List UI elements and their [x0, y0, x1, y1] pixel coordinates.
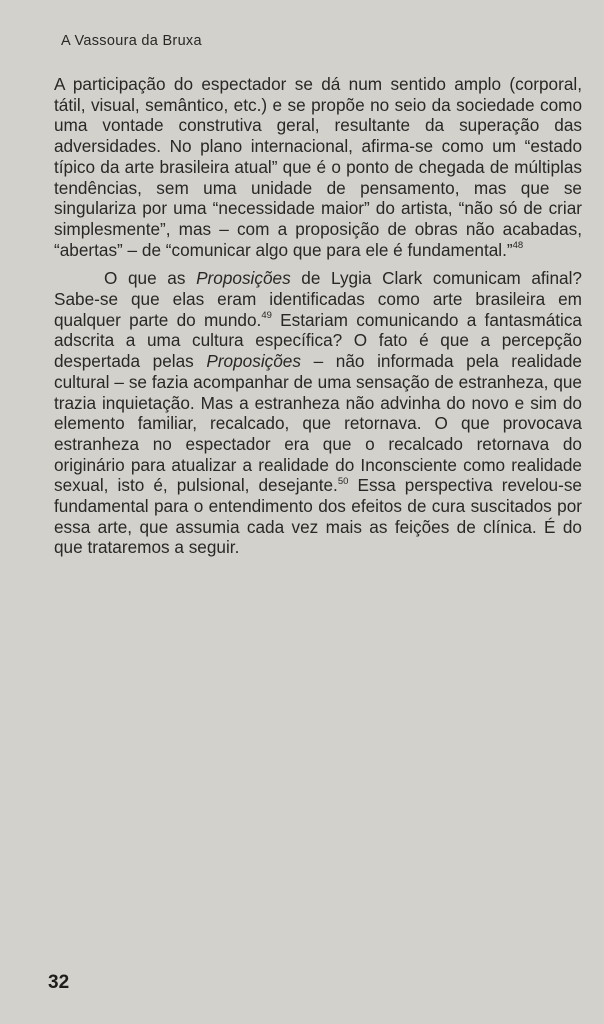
italic-proposicoes-1: Proposições — [196, 268, 291, 289]
footnote-ref-49: 49 — [261, 310, 272, 321]
paragraph-2-text-b: de Lygia Clark comunicam afinal? Sabe-se que elas eram identificadas como arte brasileira em qualquer parte do mundo. — [54, 268, 582, 330]
italic-proposicoes-2: Proposições — [206, 351, 301, 372]
paragraph-2-text-a: O que as — [104, 268, 197, 289]
page-number: 32 — [48, 972, 70, 993]
paragraph-2-text-c: Estariam comunicando a fantasmática adscrita a uma cultura específica? O fato é que a percepção despertada pelas — [54, 309, 582, 372]
footnote-ref-48: 48 — [512, 239, 524, 251]
paragraph-1-text: A participação do espectador se dá num sentido amplo (corporal, tátil, visual, semântico, etc.) e se propõe no seio da sociedade como uma vontade construtiva geral, resultante da superação das adversidades. No plano internacional, afirma-se como um “estado típico da arte brasileira atual” que é o ponto de chegada de múltiplas tendências, sem uma unidade de pensamento, mas que se singulariza por uma “necessidade maior” do artista, “não só de criar simplesmente”, mas – com a proposição de obras não acabadas, “abertas” – de “comunicar algo que para ele é fundamental.” — [54, 74, 582, 260]
footnote-ref-50: 50 — [337, 475, 349, 487]
paragraph-1 — [54, 74, 582, 260]
paragraph-2-text-d: – não informada pela realidade cultural – se fazia acompanhar de uma sensação de estranheza, que trazia inquietação. Mas a estranheza não advinha do novo e sim do elemento familiar, recalcado, que retornava. O que provocava estranheza no espectador era que o recalcado retornava do originário para atualizar a realidade do Inconsciente como realidade sexual, isto é, pulsional, desejante. — [54, 351, 582, 496]
running-head: A Vassoura da Bruxa — [61, 33, 202, 49]
body-text — [54, 74, 582, 558]
paragraph-2 — [54, 268, 582, 558]
paragraph-2-text-e: Essa perspectiva revelou-se fundamental para o entendimento dos efeitos de cura suscitados por essa arte, que assumia cada vez mais as feições de clínica. É do que trataremos a seguir. — [54, 475, 582, 558]
